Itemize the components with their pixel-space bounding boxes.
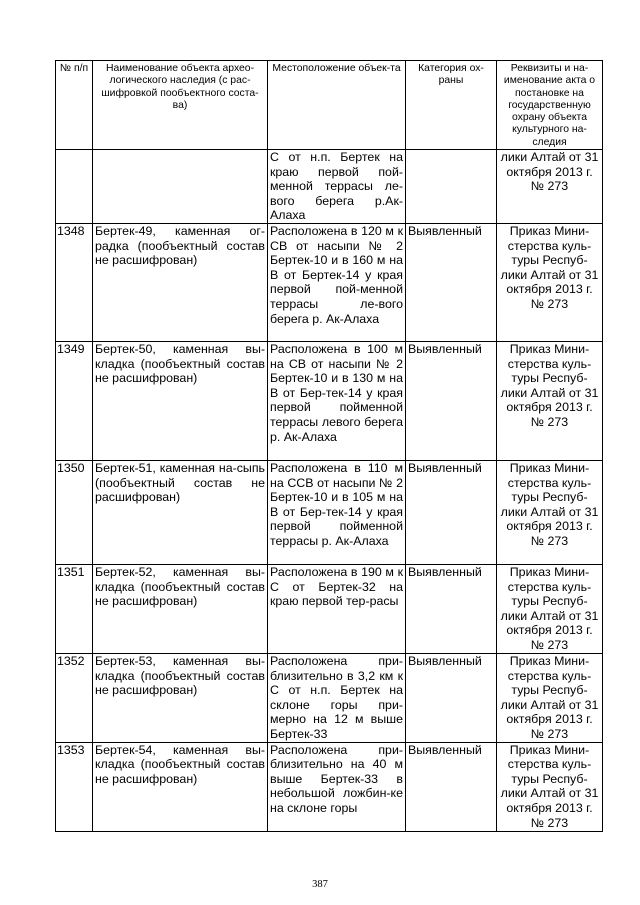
row-location: Расположена в 190 м к С от Бертек-32 на краю первой тер-расы (268, 565, 406, 654)
row-num: 1352 (56, 654, 93, 743)
row-num: 1349 (56, 342, 93, 461)
row-name: Бертек-54, каменная вы-кладка (пообъектный состав не расшифрован) (93, 742, 268, 831)
table-row (56, 461, 603, 565)
header-location: Местоположение объек-та (268, 61, 406, 150)
row-name (93, 150, 268, 224)
header-category: Категория ох-раны (406, 61, 497, 150)
page-number: 387 (312, 879, 328, 890)
row-location: Расположена в 120 м к СВ от насыпи № 2 Бертек-10 и в 160 м на В от Бертек-14 у края первой пой-менной террасы ле-вого берега р. Ак-Алаха (268, 224, 406, 342)
row-num (56, 150, 93, 224)
row-name: Бертек-53, каменная вы-кладка (пообъектный состав не расшифрован) (93, 654, 268, 743)
header-name: Наименование объекта архео-логического наследия (с рас-шифровкой пообъектного соста-ва) (93, 61, 268, 150)
row-name: Бертек-51, каменная на-сыпь (пообъектный состав не расшифрован) (93, 461, 268, 565)
table-row (56, 342, 603, 461)
row-requisites: Приказ Мини-стерства куль-туры Респуб-лики Алтай от 31 октября 2013 г. № 273 (497, 654, 603, 743)
heritage-table (55, 60, 603, 832)
table-row (56, 565, 603, 654)
row-location: С от н.п. Бертек на краю первой пой-менной террасы ле-вого берега р.Ак-Алаха (268, 150, 406, 224)
row-requisites: Приказ Мини-стерства куль-туры Респуб-лики Алтай от 31 октября 2013 г. № 273 (497, 224, 603, 342)
row-location: Расположена в 100 м на СВ от насыпи № 2 Бертек-10 и в 130 м на В от Бер-тек-14 у края первой пойменной террасы левого берега р. Ак-Алаха (268, 342, 406, 461)
row-num: 1350 (56, 461, 93, 565)
table-row (56, 224, 603, 342)
row-category: Выявленный (406, 742, 497, 831)
row-requisites: лики Алтай от 31 октября 2013 г. № 273 (497, 150, 603, 224)
table-header-row (56, 61, 603, 150)
row-num: 1348 (56, 224, 93, 342)
table-row (56, 742, 603, 831)
row-num: 1353 (56, 742, 93, 831)
row-name: Бертек-50, каменная вы-кладка (пообъектный состав не расшифрован) (93, 342, 268, 461)
row-name: Бертек-49, каменная ог-радка (пообъектный состав не расшифрован) (93, 224, 268, 342)
header-requisites: Реквизиты и на-именование акта о постановке на государственную охрану объекта культурного на-следия (497, 61, 603, 150)
table-row (56, 150, 603, 224)
table-row (56, 654, 603, 743)
row-category: Выявленный (406, 565, 497, 654)
row-requisites: Приказ Мини-стерства куль-туры Респуб-лики Алтай от 31 октября 2013 г. № 273 (497, 565, 603, 654)
row-location: Расположена при-близительно на 40 м выше Бертек-33 в небольшой ложбин-ке на склоне горы (268, 742, 406, 831)
row-num: 1351 (56, 565, 93, 654)
row-requisites: Приказ Мини-стерства куль-туры Респуб-лики Алтай от 31 октября 2013 г. № 273 (497, 342, 603, 461)
row-name: Бертек-52, каменная вы-кладка (пообъектный состав не расшифрован) (93, 565, 268, 654)
row-category: Выявленный (406, 654, 497, 743)
row-category: Выявленный (406, 342, 497, 461)
row-requisites: Приказ Мини-стерства куль-туры Респуб-лики Алтай от 31 октября 2013 г. № 273 (497, 461, 603, 565)
row-location: Расположена в 110 м на ССВ от насыпи № 2 Бертек-10 и в 105 м на В от Бер-тек-14 у края первой пойменной террасы р. Ак-Алаха (268, 461, 406, 565)
header-num: № п/п (56, 61, 93, 150)
row-category: Выявленный (406, 224, 497, 342)
row-location: Расположена при-близительно в 3,2 км к С от н.п. Бертек на склоне горы при-мерно на 12 м выше Бертек-33 (268, 654, 406, 743)
row-category: Выявленный (406, 461, 497, 565)
row-category (406, 150, 497, 224)
row-requisites: Приказ Мини-стерства куль-туры Респуб-лики Алтай от 31 октября 2013 г. № 273 (497, 742, 603, 831)
